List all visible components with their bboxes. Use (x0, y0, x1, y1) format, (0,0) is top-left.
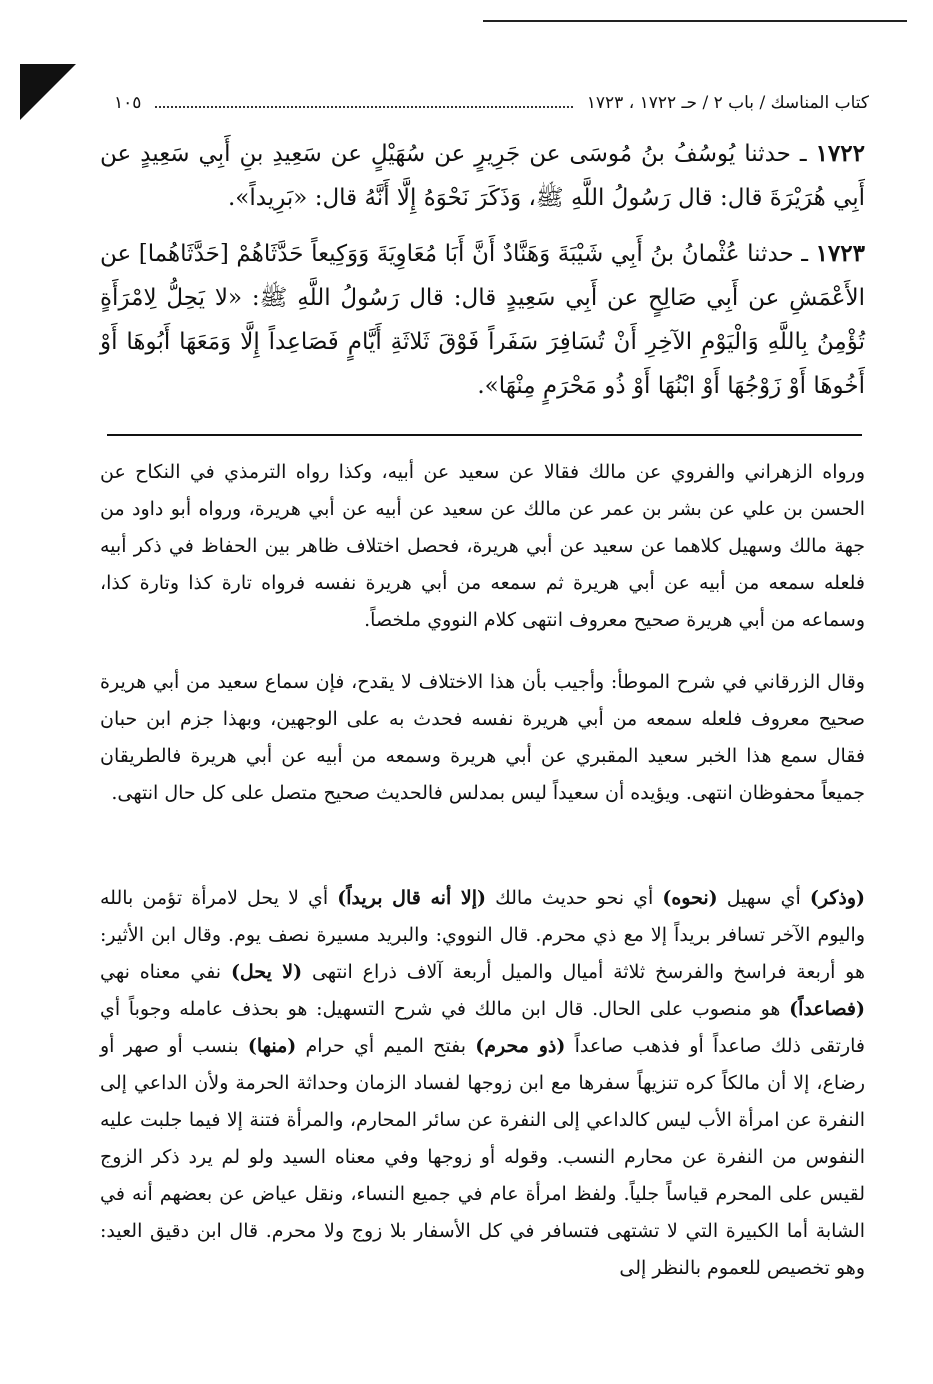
quoted-term: (ذو محرم) (475, 1035, 566, 1057)
quoted-term: (منها) (247, 1035, 297, 1057)
running-header (114, 88, 869, 118)
hadith-text: حدثنا يُوسُفُ بنُ مُوسَى عن جَرِيرٍ عن سُهَيْلٍ عن سَعِيدِ بنِ أَبِي سَعِيدٍ عن أَبِي هُرَيْرَةَ قال: قال رَسُولُ اللَّهِ ﷺ، وَذَكَرَ نَحْوَهُ إِلَّا أَنَّهُ قال: «بَرِيداً». (100, 141, 865, 211)
quoted-term: (فصاعداً) (789, 998, 865, 1020)
footnote-separator (107, 434, 862, 436)
page-number: ١٠٥ (114, 93, 142, 113)
hadith-1723: ١٧٢٣ ـ حدثنا عُثْمانُ بنُ أَبِي شَيْبَةَ وَهَنَّادٌ أَنَّ أَبَا مُعَاوِيَةَ وَوَكِيعاً حَدَّثَاهُمْ [حَدَّثَاهُما] عن الأَعْمَشِ عن أَبِي صَالِحٍ عن أَبِي سَعِيدٍ قال: قال رَسُولُ اللَّهِ ﷺ: «لا يَحِلُّ لِامْرَأَةٍ تُؤْمِنُ بِاللَّهِ وَالْيَوْمِ الآخِرِ أَنْ تُسَافِرَ سَفَراً فَوْقَ ثَلاثَةِ أَيَّامٍ فَصَاعِداً إِلَّا وَمَعَهَا أَبُوهَا أَوْ أَخُوهَا أَوْ زَوْجُهَا أَوْ ابْنُهَا أَوْ ذُو مَحْرَمٍ مِنْهَا». (100, 240, 865, 399)
commentary-paragraph: ورواه الزهراني والفروي عن مالك فقالا عن سعيد عن أبيه، وكذا رواه الترمذي في النكاح عن الحسن بن علي عن بشر بن عمر عن مالك عن سعيد عن أبيه عن أبي هريرة، ورواه أبو داود من جهة مالك وسهيل كلاهما عن سعيد عن أبي هريرة، فحصل اختلاف ظاهر بين الحفاظ في ذكر أبيه فلعله سمعه من أبيه عن أبي هريرة ثم سمعه من أبي هريرة نفسه فرواه تارة كذا وتارة كذا، وسماعه من أبي هريرة صحيح معروف انتهى كلام النووي ملخصاً. (100, 461, 865, 631)
commentary-paragraph (100, 880, 865, 1287)
quoted-term: (نحوه) (662, 887, 718, 909)
hadith-text: حدثنا عُثْمانُ بنُ أَبِي شَيْبَةَ وَهَنَّادٌ أَنَّ أَبَا مُعَاوِيَةَ وَوَكِيعاً حَدَّثَاهُمْ [حَدَّثَاهُما] عن الأَعْمَشِ عن أَبِي صَالِحٍ عن أَبِي سَعِيدٍ قال: قال رَسُولُ اللَّهِ ﷺ: «لا يَحِلُّ لِامْرَأَةٍ تُؤْمِنُ بِاللَّهِ وَالْيَوْمِ الآخِرِ أَنْ تُسَافِرَ سَفَراً فَوْقَ ثَلاثَةِ أَيَّامٍ فَصَاعِداً إِلَّا وَمَعَهَا أَبُوهَا أَوْ أَخُوهَا أَوْ زَوْجُهَا أَوْ ابْنُهَا أَوْ ذُو مَحْرَمٍ مِنْهَا». (100, 241, 865, 399)
quoted-term: (وذكر) (809, 887, 865, 909)
quoted-term: (إلا أنه قال بريداً) (337, 887, 486, 909)
hadith-number: ١٧٢٢ (815, 140, 865, 167)
page-corner-triangle (20, 64, 76, 120)
commentary-text: أي نحو حديث مالك (486, 887, 663, 909)
hadith-number: ١٧٢٣ (815, 240, 865, 267)
commentary-text: نفي معناه نهي (100, 961, 231, 983)
commentary-paragraph: وقال الزرقاني في شرح الموطأ: وأجيب بأن هذا الاختلاف لا يقدح، فإن سماع سعيد من أبي هريرة صحيح معروف فلعله سمعه من أبي هريرة نفسه فحدث به على الوجهين، وبهذا جزم ابن حبان فقال سمع هذا الخبر سعيد المقبري عن أبي هريرة وسمعه من أبيه عن أبي هريرة فالطريقان جميعاً محفوظان انتهى. ويؤيده أن سعيداً ليس بمدلس فالحديث صحيح متصل على كل حال انتهى. (100, 671, 865, 804)
commentary-text: أي سهيل (717, 887, 810, 909)
commentary-text: أي لا يحل لامرأة تؤمن بالله واليوم الآخر تسافر بريداً إلا مع ذي محرم. قال النووي: والبريد مسيرة نصف يوم. وقال ابن الأثير: هو أربعة فراسخ والفرسخ ثلاثة أميال والميل أربعة آلاف ذراع انتهى (100, 887, 866, 983)
header-leader-dots (155, 106, 572, 108)
commentary-text: بنسب أو صهر أو رضاع، إلا أن مالكاً كره تنزيهاً سفرها مع ابن زوجها لفساد الزمان وحداثة الحرمة ولأن الداعي إلى النفرة عن امرأة الأب ليس كالداعي إلى النفرة عن سائر المحارم، والمرأة فتنة إلا فيما جلبت عليه النفوس من النفرة عن محارم النسب. وقوله أو زوجها وفي معناه السيد ولو لم يرد ذكر الزوج لقيس على المحرم قياساً جلياً. ولفظ امرأة عام في جميع النساء، ونقل عياض عن بعضهم أنه في الشابة أما الكبيرة التي لا تشتهى فتسافر في كل الأسفار بلا زوج ولا محرم. قال ابن دقيق العيد: وهو تخصيص للعموم بالنظر إلى (100, 1035, 865, 1279)
header-title: كتاب المناسك / باب ٢ / حـ ١٧٢٢ ، ١٧٢٣ (586, 93, 869, 113)
hadith-1722: ١٧٢٢ ـ حدثنا يُوسُفُ بنُ مُوسَى عن جَرِيرٍ عن سُهَيْلٍ عن سَعِيدِ بنِ أَبِي سَعِيدٍ عن أَبِي هُرَيْرَةَ قال: قال رَسُولُ اللَّهِ ﷺ، وَذَكَرَ نَحْوَهُ إِلَّا أَنَّهُ قال: «بَرِيداً». (100, 140, 865, 211)
quoted-term: (لا يحل) (230, 961, 303, 983)
commentary-text: هو منصوب على الحال. قال ابن مالك في شرح التسهيل: هو بحذف عامله وجوباً أي فارتقى ذلك صاعداً أو فذهب صاعداً (100, 998, 866, 1057)
commentary-text: بفتح الميم أي حرام (296, 1035, 476, 1057)
top-rule (483, 20, 907, 22)
